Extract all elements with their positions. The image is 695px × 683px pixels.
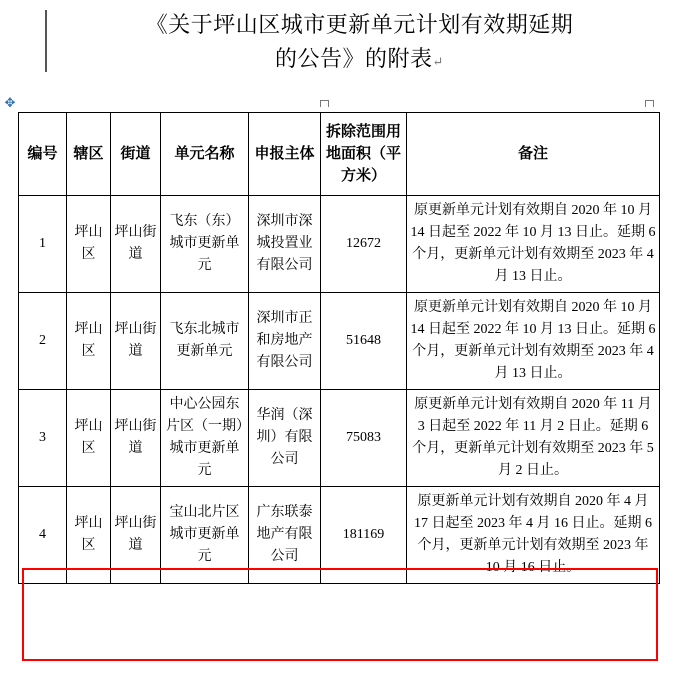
header-remark: 备注 <box>407 113 660 196</box>
cell-remark: 原更新单元计划有效期自 2020 年 4 月 17 日起至 2023 年 4 月 16 日止。延期 6 个月，更新单元计划有效期至 2023 年 10 月 16 日止。 <box>407 487 660 584</box>
cell-street: 坪山街道 <box>111 293 161 390</box>
header-unit-name: 单元名称 <box>161 113 249 196</box>
cell-district: 坪山区 <box>67 196 111 293</box>
cell-no: 4 <box>19 487 67 584</box>
document-title <box>54 0 665 83</box>
cell-applicant: 深圳市正和房地产有限公司 <box>249 293 321 390</box>
cell-remark: 原更新单元计划有效期自 2020 年 10 月 14 日起至 2022 年 10 月 13 日止。延期 6 个月，更新单元计划有效期至 2023 年 4 月 13 日止。 <box>407 196 660 293</box>
cell-street: 坪山街道 <box>111 196 161 293</box>
cell-no: 3 <box>19 390 67 487</box>
cell-street: 坪山街道 <box>111 487 161 584</box>
cell-unit-name: 飞东北城市更新单元 <box>161 293 249 390</box>
cell-district: 坪山区 <box>67 487 111 584</box>
cell-district: 坪山区 <box>67 293 111 390</box>
title-line-2 <box>54 42 665 79</box>
cell-area: 181169 <box>321 487 407 584</box>
cell-applicant: 广东联泰地产有限公司 <box>249 487 321 584</box>
cell-unit-name: 中心公园东片区（一期）城市更新单元 <box>161 390 249 487</box>
header-applicant: 申报主体 <box>249 113 321 196</box>
cell-street: 坪山街道 <box>111 390 161 487</box>
table-row <box>19 390 660 487</box>
attachment-table-container <box>18 112 677 584</box>
table-header-row <box>19 113 660 196</box>
column-marker-left[interactable] <box>320 100 329 107</box>
title-change-bar <box>45 10 47 72</box>
table-row <box>19 293 660 390</box>
cell-unit-name: 宝山北片区城市更新单元 <box>161 487 249 584</box>
header-no: 编号 <box>19 113 67 196</box>
column-marker-right[interactable] <box>645 100 654 107</box>
table-row-highlighted <box>19 487 660 584</box>
cell-district: 坪山区 <box>67 390 111 487</box>
table-row <box>19 196 660 293</box>
paragraph-mark-icon: ↵ <box>432 54 444 69</box>
move-handle-icon[interactable]: ✥ <box>4 95 16 110</box>
cell-no: 1 <box>19 196 67 293</box>
cell-remark: 原更新单元计划有效期自 2020 年 10 月 14 日起至 2022 年 10 月 13 日止。延期 6 个月，更新单元计划有效期至 2023 年 4 月 13 日止。 <box>407 293 660 390</box>
header-district: 辖区 <box>67 113 111 196</box>
cell-area: 12672 <box>321 196 407 293</box>
cell-applicant: 华润（深圳）有限公司 <box>249 390 321 487</box>
cell-no: 2 <box>19 293 67 390</box>
header-area: 拆除范围用地面积（平方米） <box>321 113 407 196</box>
title-line-1: 《关于坪山区城市更新单元计划有效期延期 <box>145 12 574 37</box>
cell-unit-name: 飞东（东）城市更新单元 <box>161 196 249 293</box>
attachment-table <box>18 112 660 584</box>
cell-applicant: 深圳市深城投置业有限公司 <box>249 196 321 293</box>
header-street: 街道 <box>111 113 161 196</box>
cell-area: 75083 <box>321 390 407 487</box>
cell-remark: 原更新单元计划有效期自 2020 年 11 月 3 日起至 2022 年 11 月 2 日止。延期 6 个月，更新单元计划有效期至 2023 年 5 月 2 日止。 <box>407 390 660 487</box>
title-line-2-text: 的公告》的附表 <box>275 46 433 71</box>
cell-area: 51648 <box>321 293 407 390</box>
